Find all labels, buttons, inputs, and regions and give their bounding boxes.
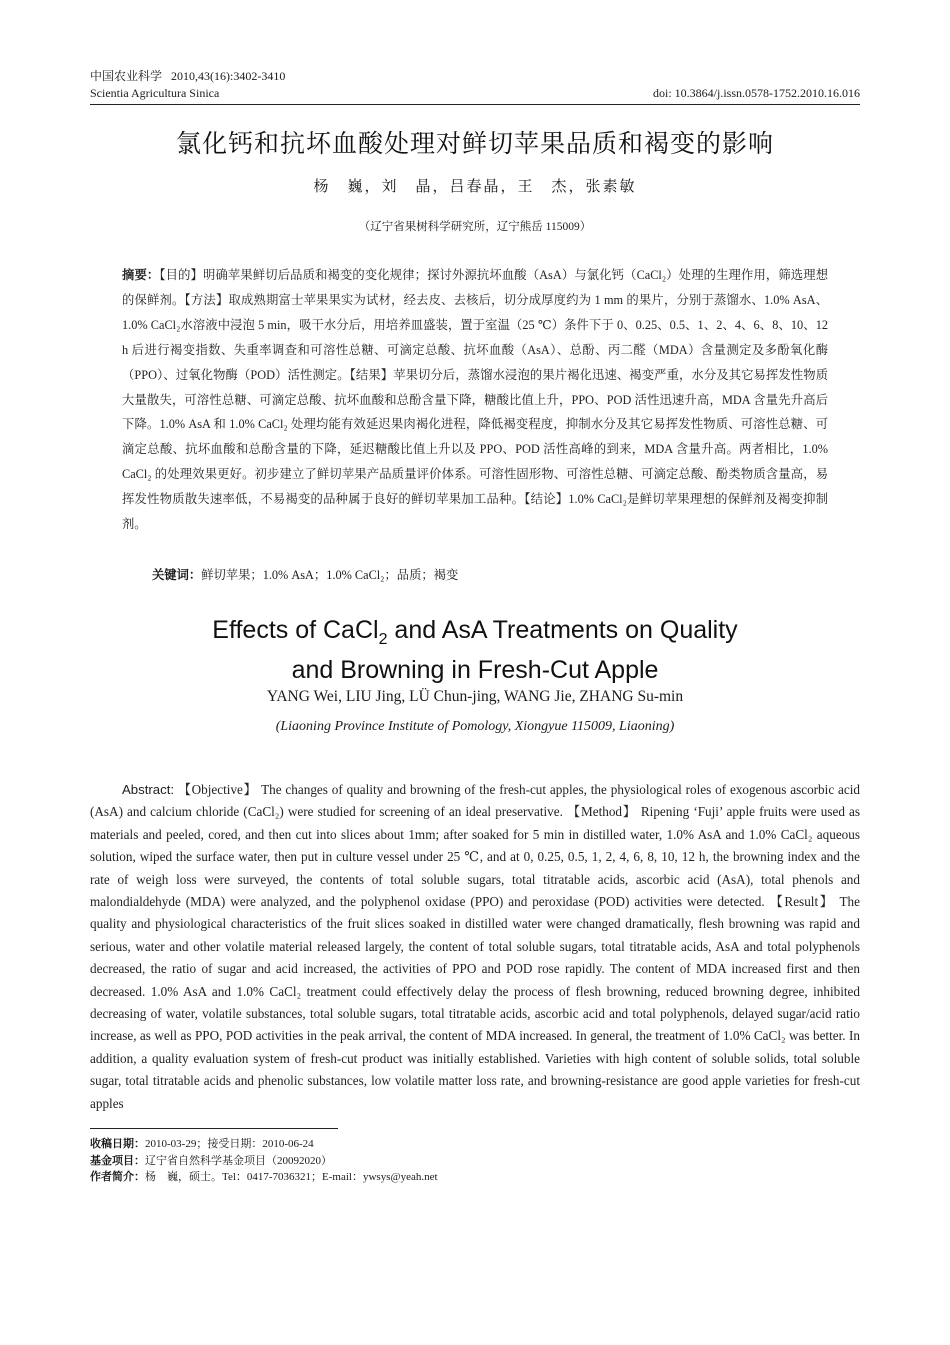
footnote-author: 作者简介：杨 巍，硕士。Tel：0417-7036321；E-mail：ywsys@yeah.net xyxy=(90,1171,438,1183)
abstract-en-label: Abstract: xyxy=(122,782,175,797)
abstract-cn-label: 摘要： xyxy=(122,268,160,282)
title-en-line2: and Browning in Fresh-Cut Apple xyxy=(291,656,659,684)
footnotes xyxy=(90,1136,860,1186)
abstract-en-text: 【Objective】 The changes of quality and browning of the fresh-cut apples, the physiological roles of exogenous ascorbic acid (AsA) and calcium chloride (CaCl₂) were studied for screening of an ideal preservative. 【Method】 Ripening ‘Fuji’ apple fruits were used as materials and peeled, cored, and then cut into slices about 1mm; after soaked for 5 min in distilled water, 1.0% AsA and 1.0% CaCl₂ aqueous solution, wiped the surface water, then put in culture vessel under 25 ℃, and at 0, 0.25, 0.5, 1, 2, 4, 6, 8, 10, 12 h, the browning index and the rate of weigh loss were surveyed, the contents of total soluble sugars, total titratable acids, ascorbic acid (AsA), total phenols and malondialdehyde (MDA) were analyzed, and the polyphenol oxidase (PPO) and peroxidase (POD) activities were detected. 【Result】 The quality and physiological characteristics of the fruit slices soaked in distilled water were changed dramatically, flesh browning was rapid and serious, water and other volatile material released largely, the content of total soluble sugars, total titratable acids, AsA and total polyphenols decreased, the ratio of sugar and acid increased, the activities of PPO and POD rose rapidly. The content of MDA increased first and then decreased. 1.0% AsA and 1.0% CaCl₂ treatment could effectively delay the process of flesh browning, reduced browning degree, inhibited decreasing of water, volatile substances, total soluble sugars, total titratable acids, ascorbic acid and total polyphenols, delayed sugar/acid ratio increase, as well as PPO, POD activities in the peak arrival, the content of MDA increased. In general, the treatment of 1.0% CaCl₂ was better. In addition, a quality evaluation system of fresh-cut product was initially established. Varieties with high content of soluble solids, total soluble sugar, total titratable acids and phenolic substances, low volatile matter loss rate, and browning-resistance are good apple varieties for fresh-cut apples xyxy=(90,782,860,1111)
keywords-cn-text: 鲜切苹果；1.0% AsA；1.0% CaCl₂；品质；褐变 xyxy=(201,568,459,582)
footnote-fund: 基金项目：辽宁省自然科学基金项目（20092020） xyxy=(90,1154,332,1167)
abstract-cn xyxy=(122,263,828,537)
keywords-cn-label: 关键词： xyxy=(152,568,202,582)
authors-en: YANG Wei, LIU Jing, LÜ Chun-jing, WANG Jie, ZHANG Su-min xyxy=(266,688,684,705)
footnote-divider xyxy=(90,1128,338,1129)
affiliation-cn: （辽宁省果树科学研究所，辽宁熊岳 115009） xyxy=(358,221,592,233)
journal-name-cn: 中国农业科学 xyxy=(90,69,163,83)
header-divider xyxy=(90,104,860,105)
abstract-cn-text: 【目的】明确苹果鲜切后品质和褐变的变化规律；探讨外源抗坏血酸（AsA）与氯化钙（CaCl₂）处理的生理作用，筛选理想的保鲜剂。【方法】取成熟期富士苹果果实为试材，经去皮、去核后，切分成厚度约为 1 mm 的果片，分别于蒸馏水、1.0% AsA、1.0% CaCl₂水溶液中浸泡 5 min，吸干水分后，用培养皿盛装，置于室温（25 ℃）条件下于 0、0.25、0.5、1、2、4、6、8、10、12 h 后进行褐变指数、失重率调查和可溶性总糖、可滴定总酸、抗坏血酸（AsA）、总酚、丙二醛（MDA）含量测定及多酚氧化酶（PPO）、过氧化物酶（POD）活性测定。【结果】苹果切分后，蒸馏水浸泡的果片褐化迅速、褐变严重，水分及其它易挥发性物质大量散失，可溶性总糖、可滴定总酸、抗坏血酸和总酚含量下降，糖酸比值上升，PPO、POD 活性迅速升高，MDA 含量先升高后下降。1.0% AsA 和 1.0% CaCl₂ 处理均能有效延迟果肉褐化进程，降低褐变程度，抑制水分及其它易挥发性物质、可溶性总糖、可滴定总酸、抗坏血酸和总酚含量的下降，延迟糖酸比值上升以及 PPO、POD 活性高峰的到来，MDA 含量升高。两者相比，1.0% CaCl₂ 的处理效果更好。初步建立了鲜切苹果产品质量评价体系。可溶性固形物、可溶性总糖、可滴定总酸、酚类物质含量高，易挥发性物质散失速率低，不易褐变的品种属于良好的鲜切苹果加工品种。【结论】1.0% CaCl₂是鲜切苹果理想的保鲜剂及褐变抑制剂。 xyxy=(122,268,828,532)
doi: doi: 10.3864/j.issn.0578-1752.2010.16.016 xyxy=(652,86,860,100)
journal-issue: 2010,43(16):3402-3410 xyxy=(171,69,286,83)
keywords-cn xyxy=(152,563,832,587)
title-cn: 氯化钙和抗坏血酸处理对鲜切苹果品质和褐变的影响 xyxy=(175,130,774,158)
authors-cn: 杨 巍，刘 晶，吕春晶，王 杰，张素敏 xyxy=(313,179,637,195)
running-header xyxy=(90,68,860,102)
abstract-en xyxy=(90,779,860,1115)
footnote-received: 收稿日期：2010-03-29；接受日期：2010-06-24 xyxy=(90,1138,314,1150)
journal-cn-and-issue xyxy=(90,68,285,85)
journal-name-en: Scientia Agricultura Sinica xyxy=(90,86,220,100)
affiliation-en: (Liaoning Province Institute of Pomology, Xiongyue 115009, Liaoning) xyxy=(275,719,675,734)
title-en xyxy=(90,615,860,685)
title-en-line1: Effects of CaCl$_2$ and AsA Treatments on Quality xyxy=(212,616,738,648)
